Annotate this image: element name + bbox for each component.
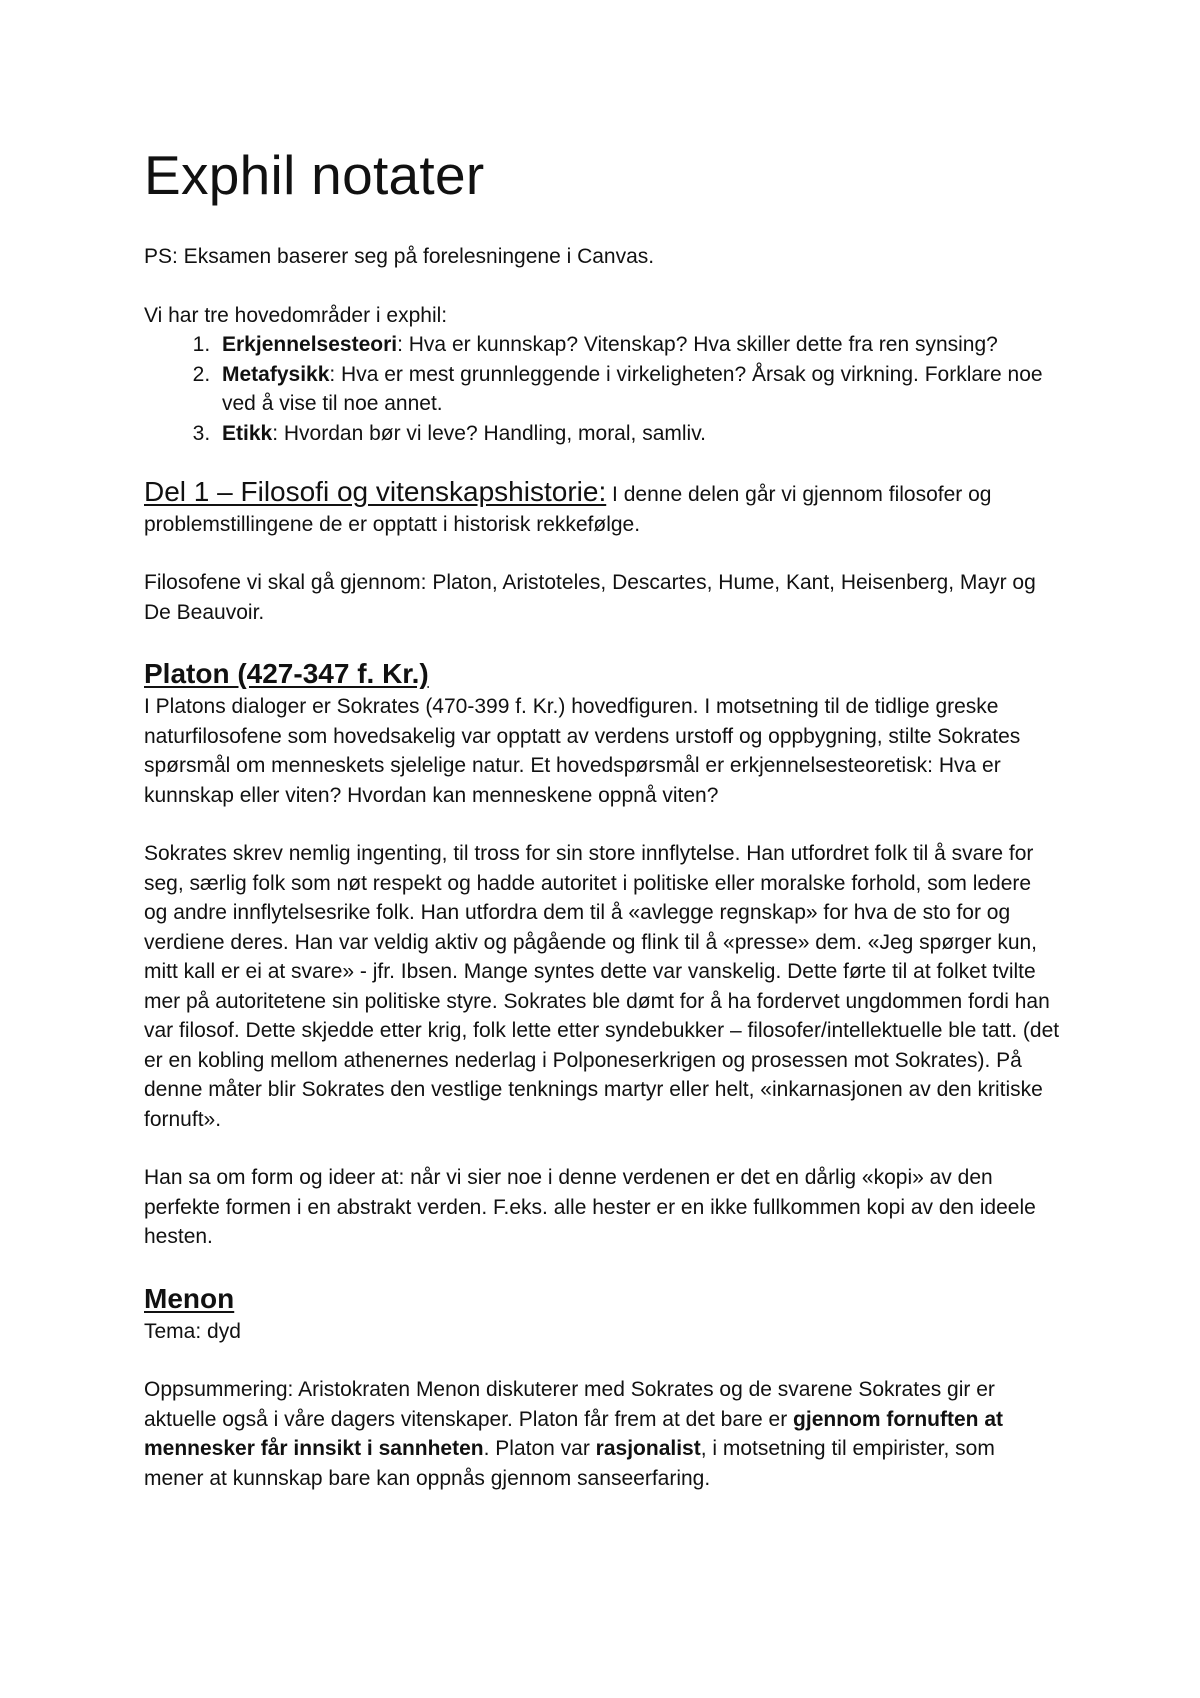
list-item-term: Erkjennelsesteori [222, 333, 398, 356]
del1-heading: Del 1 – Filosofi og vitenskapshistorie: [144, 476, 607, 507]
menon-summary-bold: rasjonalist [595, 1437, 701, 1460]
menon-summary-bold: gjennom fornuften at mennesker får innsikt i sannheten [144, 1407, 1004, 1460]
ps-note: PS: Eksamen baserer seg på forelesningene i Canvas. [144, 245, 655, 268]
platon-heading: Platon (427-347 f. Kr.) [144, 658, 429, 689]
menon-summary [144, 1375, 1060, 1493]
menon-summary-text: . Platon var [483, 1437, 596, 1460]
philosophers-paragraph: Filosofene vi skal gå gjennom: Platon, Aristoteles, Descartes, Hume, Kant, Heisenberg, Mayr og De Beauvoir. [144, 571, 1036, 624]
menon-summary-text: , i motsetning til empirister, som mener at kunnskap bare kan oppnås gjennom sanseerfaring. [144, 1437, 995, 1490]
areas-intro: Vi har tre hovedområder i exphil: [144, 303, 448, 327]
del1-paragraph [144, 477, 1060, 539]
list-item-text: : Hvordan bør vi leve? Handling, moral, samliv. [272, 421, 706, 445]
menon-summary-text: Oppsummering: Aristokraten Menon diskuterer med Sokrates og de svarene Sokrates gir er aktuelle også i våre dagers vitenskaper. Platon får frem at det bare er [144, 1378, 995, 1431]
list-item [216, 360, 1060, 419]
list-item-text: : Hva er kunnskap? Vitenskap? Hva skiller dette fra ren synsing? [397, 333, 998, 356]
menon-heading: Menon [144, 1282, 235, 1314]
areas-list [144, 330, 1060, 448]
list-item-term: Metafysikk [222, 362, 330, 386]
list-item [216, 419, 1060, 449]
list-item-text: : Hva er mest grunnleggende i virkeligheten? Årsak og virkning. Forklare noe ved å vise til noe annet. [222, 362, 1043, 415]
del1-text: I denne delen går vi gjennom filosofer og problemstillingene de er opptatt i historisk rekkefølge. [144, 483, 992, 536]
list-item [216, 330, 1060, 360]
menon-tema: Tema: dyd [144, 1319, 241, 1343]
platon-paragraph-2: Sokrates skrev nemlig ingenting, til tross for sin store innflytelse. Han utfordret folk til å svare for seg, særlig folk som nøt respekt og hadde autoritet i politiske eller moralske forhold, som ledere og andre innflytelsesrike folk. Han utfordra dem til å «avlegge regnskap» for hva de sto for og verdiene deres. Han var veldig aktiv og pågående og flink til å «presse» dem. «Jeg spørger kun, mitt kall er ei at svare» - jfr. Ibsen. Mange syntes dette var vanskelig. Dette førte til at folket tvilte mer på autoritetene sin politiske styre. Sokrates ble dømt for å ha fordervet ungdommen fordi han var filosof. Dette skjedde etter krig, folk lette etter syndebukker – filosofer/intellektuelle ble tatt. (det er en kobling mellom athenernes nederlag i Polponeserkrigen og prosessen mot Sokrates). På denne måter blir Sokrates den vestlige tenknings martyr eller helt, «inkarnasjonen av den kritiske fornuft». [144, 842, 1060, 1131]
list-item-term: Etikk [222, 421, 273, 445]
page-title: Exphil notater [144, 144, 485, 206]
platon-paragraph-1: I Platons dialoger er Sokrates (470-399 f. Kr.) hovedfiguren. I motsetning til de tidlige greske naturfilosofene som hovedsakelig var opptatt av verdens urstoff og oppbygning, stilte Sokrates spørsmål om menneskets sjelelige natur. Et hovedspørsmål er erkjennelsesteoretisk: Hva er kunnskap eller viten? Hvordan kan menneskene oppnå viten? [144, 695, 1021, 807]
platon-paragraph-3: Han sa om form og ideer at: når vi sier noe i denne verdenen er det en dårlig «kopi» av den perfekte formen i en abstrakt verden. F.eks. alle hester er en ikke fullkommen kopi av den ideele hesten. [144, 1166, 1036, 1248]
